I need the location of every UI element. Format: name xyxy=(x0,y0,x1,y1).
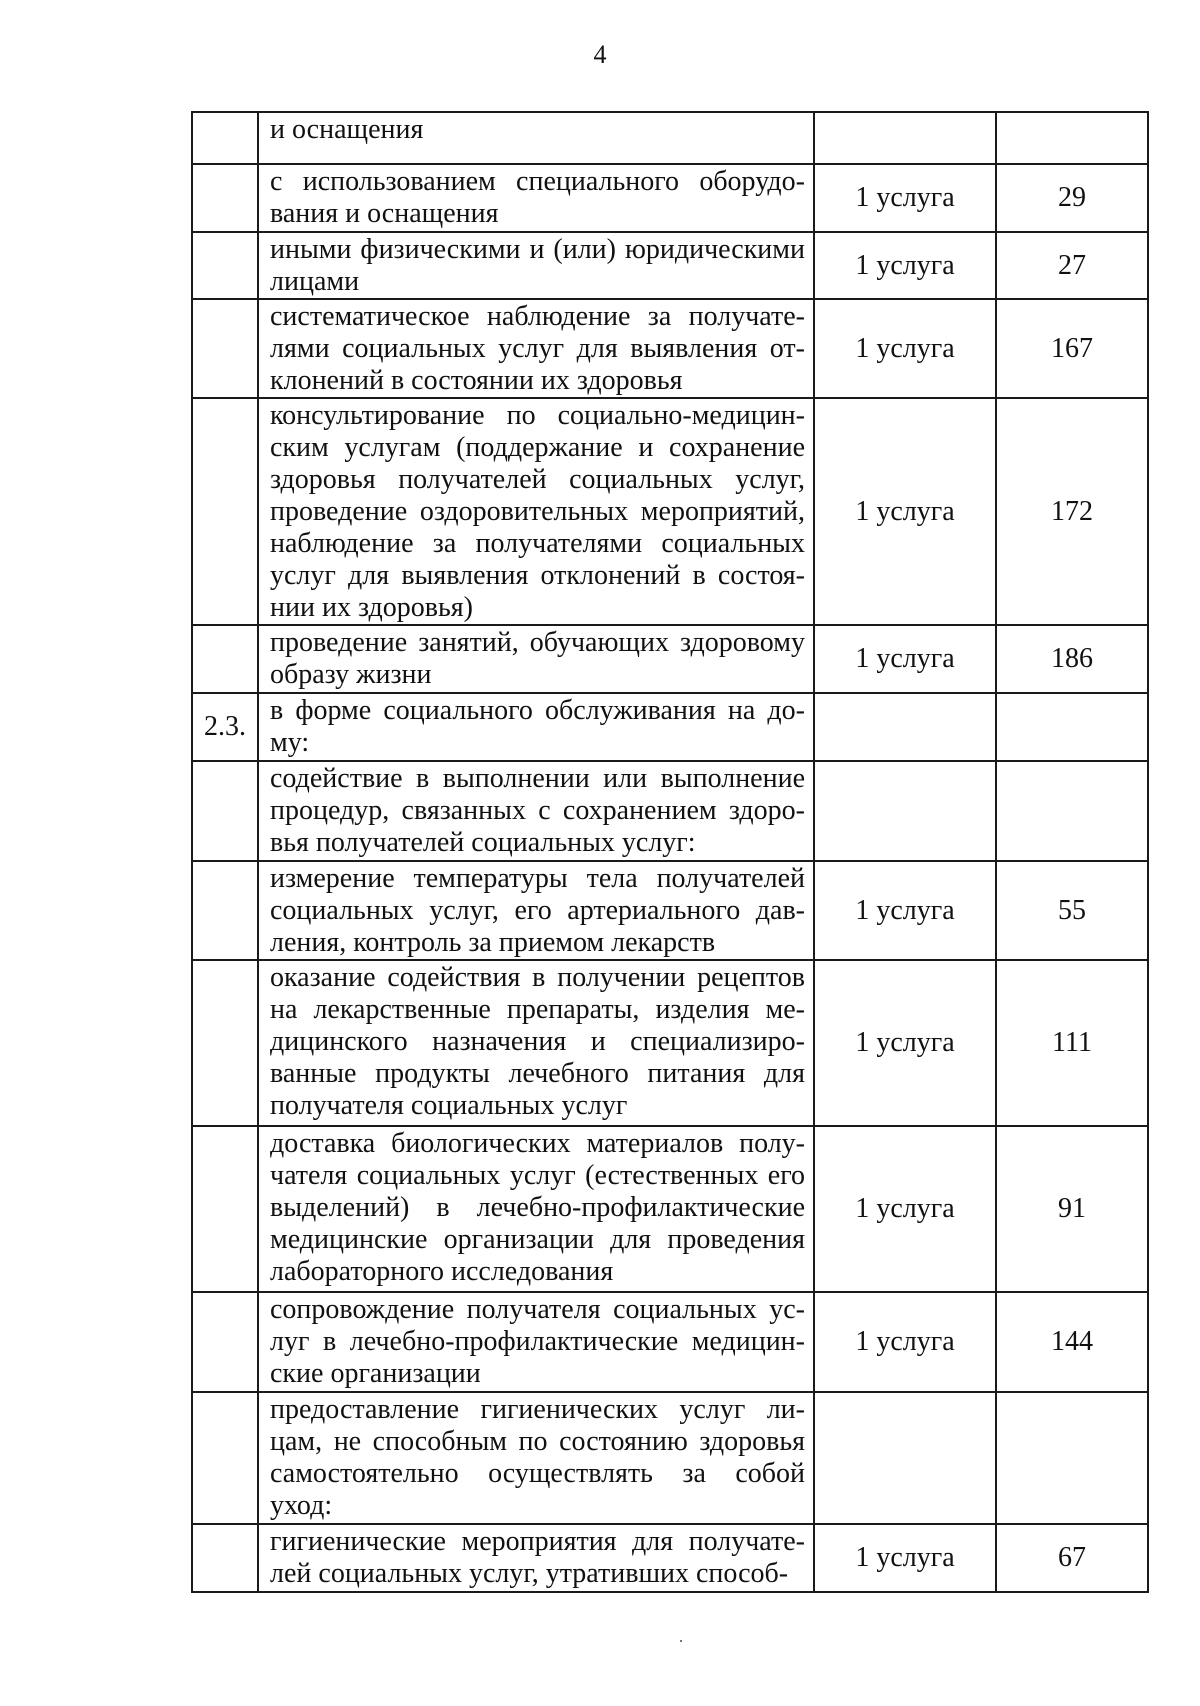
value-cell: 111 xyxy=(996,960,1148,1126)
unit-cell: 1 услуга xyxy=(814,861,996,960)
value-cell: 172 xyxy=(996,398,1148,625)
table-row xyxy=(192,232,1148,299)
table-row xyxy=(192,1292,1148,1392)
service-description: иными физическими и (или) юридическими лицами xyxy=(258,232,814,299)
service-description: систематическое наблюдение за получате-лями социальных услуг для выявления от-клонений в состоянии их здоровья xyxy=(258,299,814,398)
table-row xyxy=(192,1392,1148,1524)
service-description: консультирование по социально-медицин-ским услугам (поддержание и сохранение здоровья получателей социальных услуг, проведение оздоровительных мероприятий, наблюдение за получателями социальных услуг для выявления отклонений в состоя-нии их здоровья) xyxy=(258,398,814,625)
service-description: сопровождение получателя социальных ус-луг в лечебно-профилактические медицин-ские организации xyxy=(258,1292,814,1392)
value-cell: 55 xyxy=(996,861,1148,960)
value-cell: 67 xyxy=(996,1524,1148,1592)
service-description: с использованием специального оборудо-вания и оснащения xyxy=(258,164,814,232)
row-number-cell xyxy=(192,1392,258,1524)
unit-cell: 1 услуга xyxy=(814,232,996,299)
table-row xyxy=(192,398,1148,625)
section-heading: в форме социального обслуживания на до-му: xyxy=(258,693,814,761)
row-number-cell xyxy=(192,960,258,1126)
table-row xyxy=(192,761,1148,861)
table-row xyxy=(192,625,1148,693)
service-description: оказание содействия в получении рецептов на лекарственные препараты, изделия ме-дицинского назначения и специализиро-ванные продукты лечебного питания для получателя социальных услуг xyxy=(258,960,814,1126)
service-description: проведение занятий, обучающих здоровому образу жизни xyxy=(258,625,814,693)
scan-speck xyxy=(680,1640,682,1642)
value-cell: 29 xyxy=(996,164,1148,232)
unit-cell: 1 услуга xyxy=(814,299,996,398)
unit-cell xyxy=(814,693,996,761)
unit-cell xyxy=(814,1392,996,1524)
row-number-cell xyxy=(192,164,258,232)
service-description: и оснащения xyxy=(258,112,814,164)
service-description: гигиенические мероприятия для получате-лей социальных услуг, утративших способ- xyxy=(258,1524,814,1592)
row-number-cell xyxy=(192,232,258,299)
value-cell: 167 xyxy=(996,299,1148,398)
unit-cell: 1 услуга xyxy=(814,1292,996,1392)
unit-cell: 1 услуга xyxy=(814,960,996,1126)
value-cell xyxy=(996,1392,1148,1524)
row-number-cell xyxy=(192,1292,258,1392)
unit-cell xyxy=(814,761,996,861)
table-row xyxy=(192,693,1148,761)
row-number-cell xyxy=(192,1126,258,1292)
table-row xyxy=(192,1524,1148,1592)
section-number-cell: 2.3. xyxy=(192,693,258,761)
unit-cell xyxy=(814,112,996,164)
table-row xyxy=(192,112,1148,164)
value-cell: 27 xyxy=(996,232,1148,299)
row-number-cell xyxy=(192,1524,258,1592)
row-number-cell xyxy=(192,299,258,398)
service-description: содействие в выполнении или выполнение процедур, связанных с сохранением здоро-вья получателей социальных услуг: xyxy=(258,761,814,861)
row-number-cell xyxy=(192,625,258,693)
row-number-cell xyxy=(192,861,258,960)
unit-cell: 1 услуга xyxy=(814,398,996,625)
row-number-cell xyxy=(192,112,258,164)
table-row xyxy=(192,861,1148,960)
value-cell: 144 xyxy=(996,1292,1148,1392)
row-number-cell xyxy=(192,398,258,625)
value-cell xyxy=(996,112,1148,164)
services-table xyxy=(191,111,1149,1593)
table-row xyxy=(192,164,1148,232)
value-cell xyxy=(996,693,1148,761)
row-number-cell xyxy=(192,761,258,861)
table-row xyxy=(192,960,1148,1126)
value-cell: 186 xyxy=(996,625,1148,693)
service-description: доставка биологических материалов полу-чателя социальных услуг (естественных его выделений) в лечебно-профилактические медицинские организации для проведения лабораторного исследования xyxy=(258,1126,814,1292)
value-cell: 91 xyxy=(996,1126,1148,1292)
unit-cell: 1 услуга xyxy=(814,1524,996,1592)
unit-cell: 1 услуга xyxy=(814,625,996,693)
service-description: предоставление гигиенических услуг ли-цам, не способным по состоянию здоровья самостоятельно осуществлять за собой уход: xyxy=(258,1392,814,1524)
unit-cell: 1 услуга xyxy=(814,164,996,232)
table-row xyxy=(192,299,1148,398)
page-number: 4 xyxy=(593,40,607,69)
value-cell xyxy=(996,761,1148,861)
table-row xyxy=(192,1126,1148,1292)
service-description: измерение температуры тела получателей социальных услуг, его артериального дав-ления, контроль за приемом лекарств xyxy=(258,861,814,960)
unit-cell: 1 услуга xyxy=(814,1126,996,1292)
